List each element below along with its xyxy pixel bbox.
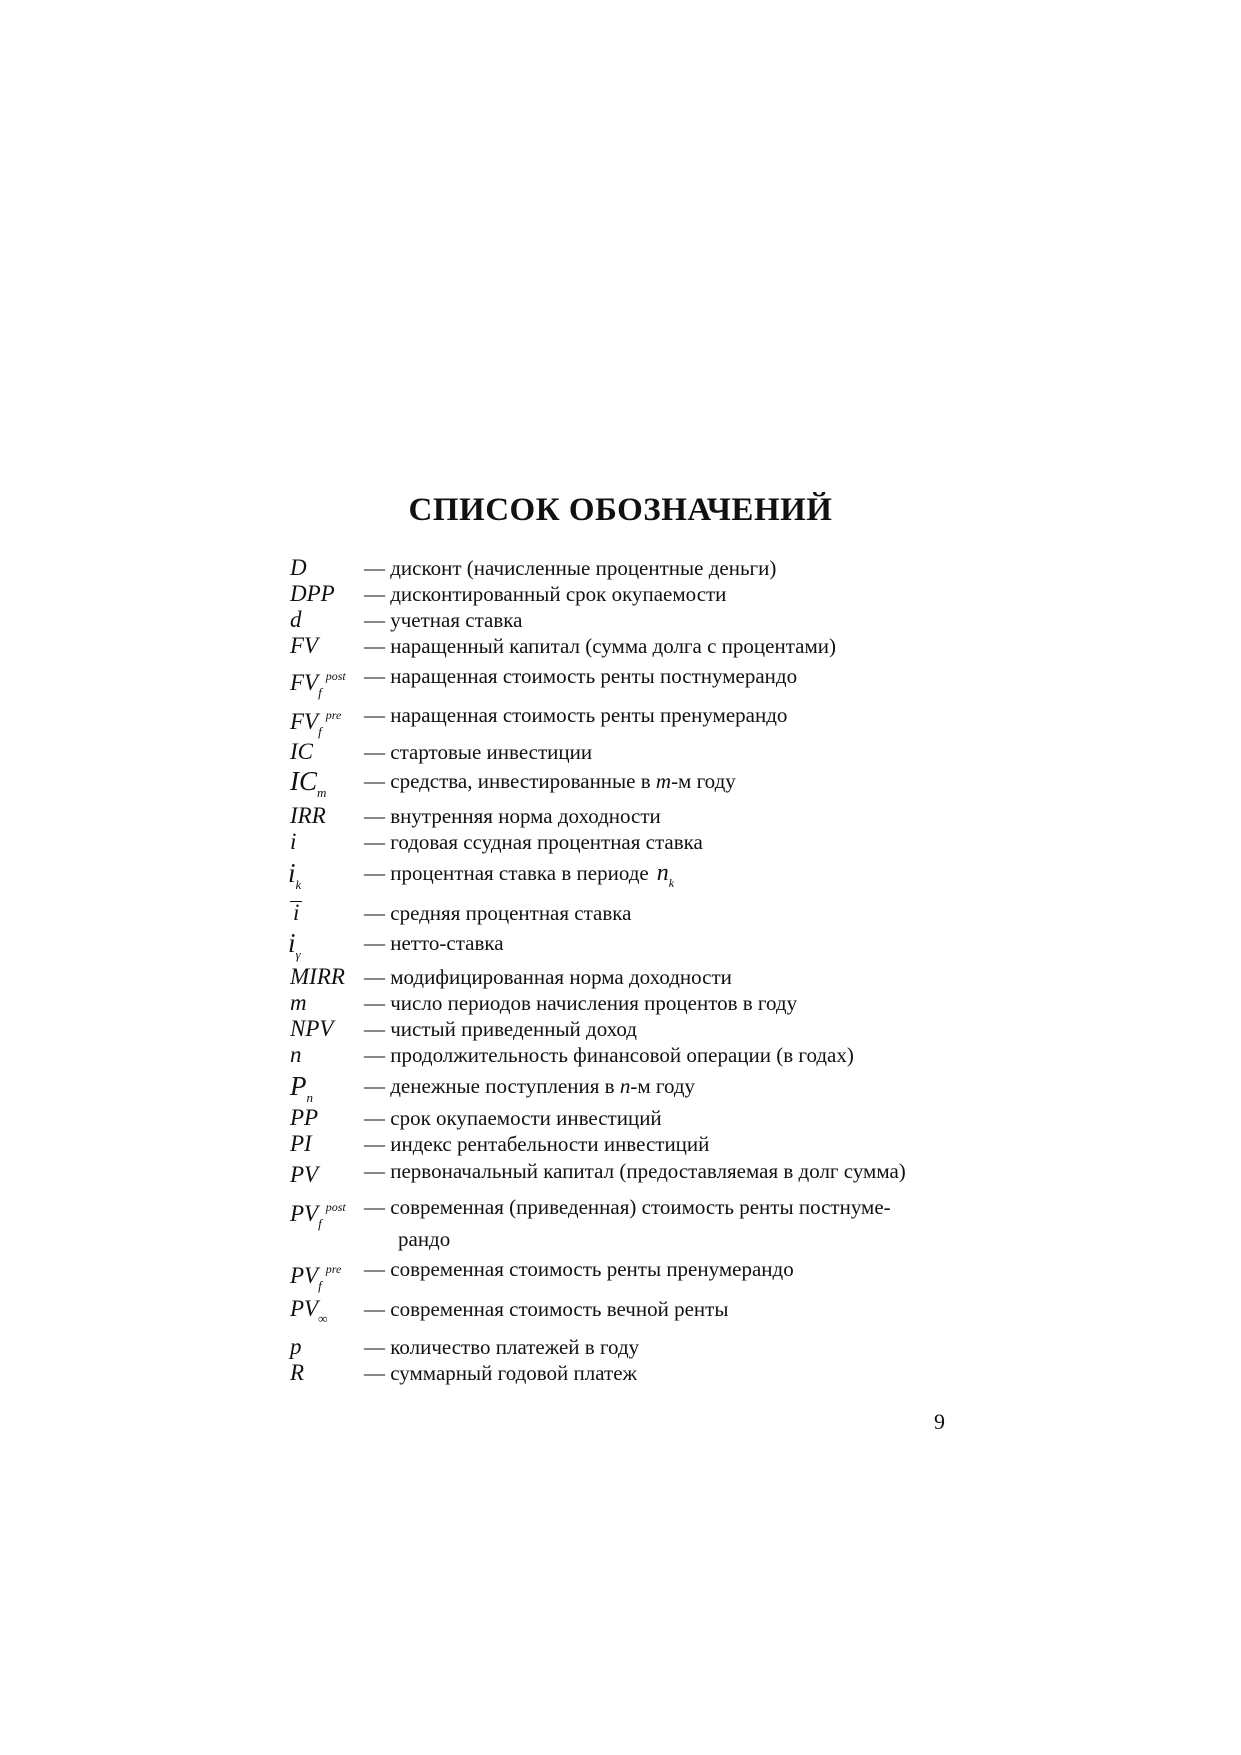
notation-description: — чистый приведенный доход	[364, 1017, 637, 1041]
notation-symbol: PP	[290, 1105, 319, 1130]
notation-row	[290, 633, 970, 663]
notation-row	[290, 739, 970, 769]
notation-symbol: d	[290, 607, 302, 632]
notation-description: — дисконтированный срок окупаемости	[364, 582, 727, 606]
notation-row	[290, 1256, 970, 1293]
notation-row	[290, 1158, 970, 1188]
notation-row	[290, 768, 970, 798]
notation-symbol: IC	[290, 739, 313, 764]
notation-symbol: $FV_f^{post}$	[290, 669, 346, 700]
notation-description: — продолжительность финансовой операции (в годах)	[364, 1043, 854, 1067]
notation-row	[290, 1360, 970, 1390]
notation-description: — первоначальный капитал (предоставляемая в долг сумма)	[364, 1159, 906, 1183]
notation-description: — нетто-ставка	[364, 931, 504, 955]
notation-description: — учетная ставка	[364, 608, 523, 632]
notation-row	[290, 930, 970, 960]
notation-symbol: PV	[290, 1162, 319, 1187]
notation-row	[290, 829, 970, 859]
notation-row	[290, 663, 970, 700]
notation-description: — срок окупаемости инвестиций	[364, 1106, 662, 1130]
notation-symbol: $FV_f^{pre}$	[290, 708, 342, 739]
notation-symbol: PI	[290, 1131, 312, 1156]
notation-row	[290, 1131, 970, 1161]
notation-symbol: p	[290, 1334, 302, 1359]
notation-description: — наращенная стоимость ренты пренумерандо	[364, 703, 788, 727]
notation-description: — наращенный капитал (сумма долга с процентами)	[364, 634, 836, 658]
notation-symbol: $IC_m$	[290, 766, 327, 800]
notation-description-continued: рандо	[398, 1227, 451, 1251]
notation-description: — стартовые инвестиции	[364, 740, 593, 764]
notation-description: — средняя процентная ставка	[364, 901, 632, 925]
notation-description: — наращенная стоимость ренты постнумерандо	[364, 664, 798, 688]
notation-row	[290, 1042, 970, 1072]
notation-symbol: $P_n$	[290, 1071, 313, 1105]
notation-description: — суммарный годовой платеж	[364, 1361, 638, 1385]
page-number: 9	[934, 1409, 945, 1434]
notation-description: — индекс рентабельности инвестиций	[364, 1132, 710, 1156]
notation-row	[290, 702, 970, 739]
notation-symbol: i	[290, 829, 297, 854]
notation-description: — современная (приведенная) стоимость ренты постнуме-	[364, 1195, 891, 1219]
notation-description: — годовая ссудная процентная ставка	[364, 830, 703, 854]
notation-symbol: FV	[290, 633, 319, 658]
notation-symbol: m	[290, 990, 307, 1015]
page-title: СПИСОК ОБОЗНАЧЕНИЙ	[408, 492, 833, 528]
notation-description: — современная стоимость ренты пренумерандо	[364, 1257, 794, 1281]
notation-description: — дисконт (начисленные процентные деньги)	[364, 556, 777, 580]
notation-symbol: IRR	[290, 803, 326, 828]
notation-row	[290, 860, 970, 890]
notation-symbol: $PV_f^{pre}$	[290, 1262, 342, 1293]
notation-description: — современная стоимость вечной ренты	[364, 1297, 729, 1321]
notation-symbol: D	[290, 555, 307, 580]
notation-symbol: NPV	[290, 1016, 334, 1041]
notation-description: — число периодов начисления процентов в году	[364, 991, 798, 1015]
notation-symbol: R	[290, 1360, 305, 1385]
notation-description: — средства, инвестированные в m-м году	[364, 769, 736, 793]
notation-symbol: DPP	[290, 581, 335, 606]
notation-description: — модифицированная норма доходности	[364, 965, 732, 989]
notation-row	[290, 1073, 970, 1103]
notation-symbol: MIRR	[290, 964, 345, 989]
notation-symbol: n	[290, 1042, 302, 1067]
notation-symbol: $PV_\infty$	[290, 1296, 328, 1326]
notation-description: — внутренняя норма доходности	[364, 804, 661, 828]
notation-symbol: $i_k$	[288, 858, 302, 892]
notation-row	[290, 1194, 970, 1254]
notation-description: — количество платежей в году	[364, 1335, 640, 1359]
notation-description: — процентная ставка в периоде $n_k$	[364, 860, 675, 890]
notation-symbol: $PV_f^{post}$	[290, 1200, 346, 1231]
notation-row	[290, 900, 970, 930]
notation-symbol: i	[290, 900, 302, 926]
notation-description: — денежные поступления в n-м году	[364, 1074, 696, 1098]
notation-symbol: $i_\gamma$	[288, 928, 301, 962]
notation-row	[290, 1296, 970, 1326]
